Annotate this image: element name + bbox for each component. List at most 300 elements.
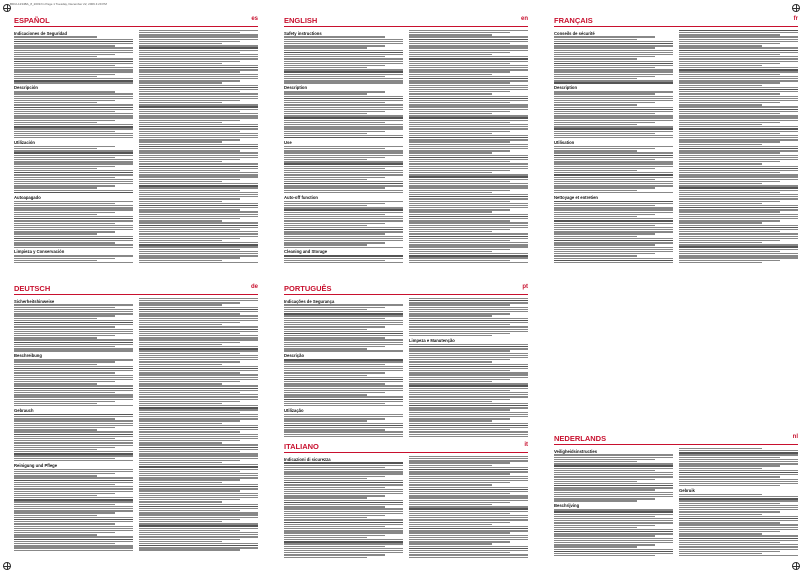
text-line (14, 240, 133, 241)
text-line (409, 320, 528, 321)
text-line (139, 209, 240, 210)
text-line (409, 104, 528, 105)
text-line (14, 262, 133, 263)
text-line (679, 514, 762, 515)
text-line (14, 122, 97, 123)
text-line (14, 159, 133, 160)
text-line (679, 511, 780, 512)
text-line (679, 124, 762, 125)
text-line (554, 472, 673, 473)
text-line (409, 557, 528, 558)
text-line (284, 133, 367, 134)
text-line (554, 137, 673, 138)
text-line (409, 552, 510, 553)
text-line (14, 227, 133, 228)
text-line (284, 431, 403, 432)
text-line (679, 78, 798, 79)
text-line (284, 78, 403, 79)
text-line (139, 444, 258, 445)
text-line (409, 423, 528, 424)
text-line (409, 484, 492, 485)
text-line (679, 203, 762, 204)
text-line (554, 216, 637, 217)
text-line (284, 480, 403, 481)
text-line (14, 82, 133, 83)
text-line (284, 309, 367, 310)
text-line (554, 111, 673, 112)
text-line (554, 39, 637, 40)
text-line (554, 192, 673, 193)
text-line (284, 262, 403, 263)
text-line (14, 318, 97, 319)
text-line (14, 550, 133, 551)
text-line (284, 54, 403, 55)
text-line (14, 236, 133, 237)
text-line (679, 516, 798, 517)
text-line (284, 220, 403, 221)
text-line (284, 100, 403, 101)
text-line (14, 133, 133, 134)
text-line (14, 67, 133, 68)
language-name: FRANÇAIS (554, 16, 593, 25)
text-line (139, 309, 258, 310)
text-line (554, 551, 673, 552)
text-line (679, 41, 798, 42)
text-line (554, 489, 655, 490)
text-line (139, 514, 258, 515)
text-line (284, 96, 403, 97)
text-line (409, 209, 510, 210)
text-line (554, 131, 673, 132)
text-line (679, 148, 798, 149)
text-line (679, 34, 780, 35)
text-line (14, 177, 115, 178)
text-line (409, 541, 510, 542)
text-line (679, 120, 798, 121)
text-line (679, 242, 762, 243)
text-line (554, 168, 655, 169)
text-column-2 (139, 297, 258, 552)
section-heading: Auto-off function (284, 194, 318, 200)
text-line (409, 161, 510, 162)
text-line (284, 247, 403, 248)
text-line (14, 499, 133, 500)
text-line (139, 225, 258, 226)
text-line (679, 109, 798, 110)
section-fr (554, 16, 798, 266)
text-line (284, 379, 403, 380)
text-line (409, 383, 528, 384)
text-line (409, 487, 528, 488)
text-column-1 (14, 29, 133, 264)
text-line (554, 98, 673, 99)
text-line (409, 220, 510, 221)
text-line (409, 497, 528, 498)
text-line (409, 236, 528, 237)
text-line (409, 313, 510, 314)
text-line (409, 537, 528, 538)
text-line (139, 166, 258, 167)
text-line (679, 542, 780, 543)
text-line (554, 172, 673, 173)
text-line (409, 233, 528, 234)
text-line (14, 473, 115, 474)
text-line (409, 100, 528, 101)
text-line (284, 205, 367, 206)
text-line (409, 539, 528, 540)
text-line (554, 465, 673, 466)
text-line (409, 390, 510, 391)
text-line (284, 102, 385, 103)
text-line (14, 137, 133, 138)
text-line (679, 91, 798, 92)
text-line (554, 183, 673, 184)
text-line (554, 50, 673, 51)
text-line (139, 418, 258, 419)
text-line (554, 155, 673, 156)
text-line (139, 482, 222, 483)
text-line (284, 532, 403, 533)
text-line (14, 508, 133, 509)
text-line (409, 159, 528, 160)
text-line (284, 258, 403, 259)
text-line (409, 255, 528, 256)
text-line (139, 339, 258, 340)
text-line (139, 504, 258, 505)
text-line (409, 456, 528, 457)
text-line (14, 532, 115, 533)
text-line (14, 471, 133, 472)
text-line (679, 505, 798, 506)
text-line (14, 326, 115, 327)
text-line (139, 359, 258, 360)
text-line (679, 231, 780, 232)
text-line (284, 185, 403, 186)
text-line (139, 30, 258, 31)
text-line (554, 107, 673, 108)
text-line (139, 490, 240, 491)
text-line (679, 113, 780, 114)
text-line (139, 304, 222, 305)
text-line (409, 304, 510, 305)
text-line (409, 467, 528, 468)
text-line (409, 39, 528, 40)
text-line (679, 89, 798, 90)
text-line (554, 74, 673, 75)
text-line (409, 506, 528, 507)
text-line (139, 350, 258, 351)
text-line (139, 222, 258, 223)
text-line (14, 350, 133, 351)
text-line (14, 109, 133, 110)
text-line (139, 159, 240, 160)
text-line (554, 483, 673, 484)
text-line (284, 315, 403, 316)
text-line (284, 80, 403, 81)
text-line (139, 89, 258, 90)
text-line (284, 124, 403, 125)
text-line (139, 45, 258, 46)
text-line (679, 555, 798, 556)
text-line (284, 405, 403, 406)
text-line (14, 460, 133, 461)
text-line (14, 526, 133, 527)
text-line (679, 496, 798, 497)
text-line (409, 366, 528, 367)
text-line (679, 540, 798, 541)
text-line (409, 80, 528, 81)
text-line (679, 61, 798, 62)
text-line (284, 229, 403, 230)
text-line (409, 93, 492, 94)
text-line (139, 161, 222, 162)
text-line (139, 126, 258, 127)
text-line (14, 238, 133, 239)
text-line (554, 135, 673, 136)
text-line (14, 512, 115, 513)
text-line (409, 45, 528, 46)
text-line (139, 187, 258, 188)
text-line (14, 45, 115, 46)
text-line (679, 520, 798, 521)
text-line (284, 163, 403, 164)
text-line (409, 401, 492, 402)
text-line (679, 74, 780, 75)
text-line (554, 152, 673, 153)
text-line (679, 117, 798, 118)
text-line (14, 233, 97, 234)
text-line (284, 462, 403, 463)
text-line (14, 258, 115, 259)
text-line (554, 227, 673, 228)
text-line (284, 155, 403, 156)
text-line (554, 163, 673, 164)
text-line (409, 133, 492, 134)
text-line (14, 368, 133, 369)
text-line (409, 388, 528, 389)
text-column-2 (409, 297, 528, 438)
text-column-2 (679, 447, 798, 557)
text-line (139, 431, 240, 432)
text-line (139, 519, 240, 520)
text-line (409, 381, 492, 382)
text-line (139, 420, 240, 421)
text-line (139, 163, 258, 164)
text-line (139, 394, 258, 395)
text-line (14, 381, 115, 382)
text-line (139, 87, 258, 88)
text-line (409, 249, 510, 250)
text-line (554, 258, 673, 259)
text-line (679, 498, 798, 499)
text-line (554, 511, 673, 512)
text-line (139, 438, 258, 439)
text-line (554, 63, 673, 64)
text-line (14, 394, 133, 395)
text-line (409, 318, 528, 319)
text-line (284, 543, 403, 544)
text-line (679, 135, 798, 136)
text-line (679, 52, 798, 53)
text-line (139, 453, 258, 454)
text-line (284, 113, 367, 114)
text-line (679, 544, 798, 545)
language-code: en (520, 16, 528, 22)
text-line (14, 69, 133, 70)
text-line (14, 223, 115, 224)
text-line (284, 497, 367, 498)
text-line (14, 440, 133, 441)
text-line (409, 74, 492, 75)
text-line (139, 194, 258, 195)
text-line (554, 525, 655, 526)
text-line (679, 229, 798, 230)
section-nl (554, 434, 798, 560)
text-line (679, 201, 780, 202)
text-line (679, 131, 798, 132)
text-line (409, 211, 492, 212)
text-line (284, 368, 403, 369)
text-line (139, 388, 258, 389)
text-line (409, 480, 528, 481)
text-line (679, 553, 762, 554)
text-line (14, 146, 115, 147)
text-line (284, 528, 403, 529)
text-line (409, 128, 528, 129)
text-line (14, 416, 133, 417)
text-line (409, 205, 528, 206)
text-line (139, 405, 258, 406)
text-line (284, 385, 403, 386)
text-line (679, 551, 780, 552)
text-line (409, 58, 528, 59)
text-line (409, 82, 510, 83)
text-line (284, 493, 403, 494)
text-line (139, 211, 258, 212)
text-line (139, 137, 258, 138)
text-line (284, 201, 403, 202)
text-line (284, 436, 403, 437)
text-line (139, 111, 240, 112)
text-line (284, 187, 385, 188)
text-line (554, 474, 673, 475)
text-line (284, 52, 403, 53)
text-line (679, 185, 798, 186)
text-line (409, 309, 528, 310)
text-line (284, 539, 403, 540)
text-line (284, 331, 403, 332)
text-line (14, 244, 133, 245)
text-line (554, 205, 655, 206)
text-line (14, 309, 133, 310)
crop-mark-bottom-left (3, 562, 11, 570)
text-line (554, 494, 673, 495)
text-line (409, 170, 510, 171)
text-line (409, 307, 528, 308)
text-line (284, 65, 385, 66)
text-line (409, 216, 528, 217)
text-line (409, 260, 510, 261)
text-line (679, 183, 762, 184)
text-line (14, 174, 133, 175)
text-line (409, 368, 528, 369)
text-line (554, 479, 655, 480)
text-line (554, 80, 673, 81)
text-line (284, 482, 403, 483)
section-title (284, 284, 528, 295)
text-line (679, 470, 798, 471)
text-line (14, 71, 133, 72)
text-line (409, 315, 492, 316)
crop-mark-top-right (792, 4, 800, 12)
text-line (139, 377, 258, 378)
text-line (554, 549, 673, 550)
text-line (679, 262, 762, 263)
text-line (284, 517, 367, 518)
text-line (284, 396, 403, 397)
text-line (554, 233, 655, 234)
text-line (679, 238, 798, 239)
text-column-2 (679, 29, 798, 264)
text-line (284, 177, 385, 178)
text-line (14, 431, 133, 432)
text-line (284, 392, 385, 393)
text-line (14, 329, 133, 330)
text-line (14, 78, 133, 79)
text-line (139, 517, 258, 518)
language-name: ENGLISH (284, 16, 318, 25)
text-line (554, 56, 655, 57)
text-line (139, 364, 222, 365)
text-line (139, 464, 258, 465)
text-line (679, 481, 798, 482)
text-line (139, 63, 222, 64)
text-line (409, 511, 528, 512)
text-line (409, 144, 528, 145)
text-line (139, 390, 258, 391)
text-line (679, 485, 780, 486)
text-line (139, 298, 258, 299)
text-line (284, 168, 385, 169)
text-line (284, 93, 367, 94)
section-heading: Reinigung und Pflege (14, 462, 58, 468)
text-line (139, 124, 258, 125)
text-line (554, 181, 673, 182)
text-line (409, 166, 528, 167)
text-line (139, 52, 240, 53)
text-line (284, 508, 403, 509)
text-line (679, 211, 780, 212)
text-line (14, 396, 133, 397)
section-es (14, 16, 258, 266)
text-line (679, 236, 798, 237)
text-line (554, 96, 673, 97)
section-heading: Nettoyage et entretien (554, 194, 598, 200)
text-line (284, 346, 385, 347)
text-line (139, 447, 258, 448)
text-line (409, 115, 528, 116)
text-line (14, 163, 133, 164)
text-line (284, 109, 403, 110)
text-line (14, 255, 133, 256)
text-line (554, 262, 673, 263)
text-line (139, 477, 258, 478)
text-line (139, 342, 240, 343)
text-line (284, 541, 403, 542)
section-heading: Indicazioni di sicurezza (284, 456, 331, 462)
text-line (14, 304, 133, 305)
text-line (679, 36, 798, 37)
